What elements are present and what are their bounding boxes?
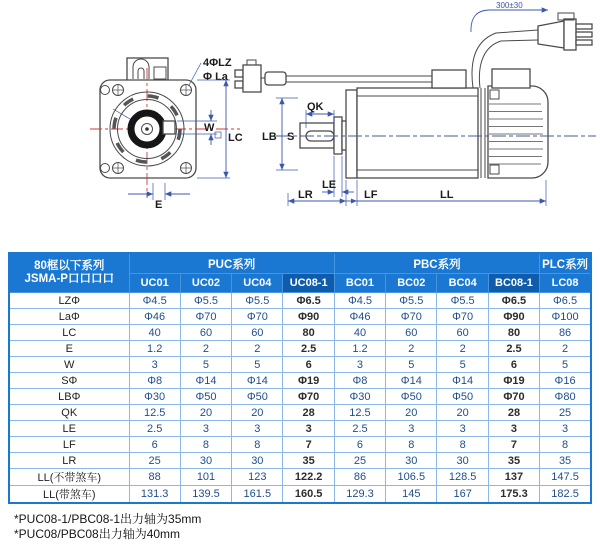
- spec-cell: 5: [180, 357, 231, 373]
- spec-cell: Φ19: [283, 373, 334, 389]
- spec-cell: Φ50: [232, 389, 283, 405]
- spec-cell: Φ14: [386, 373, 437, 389]
- spec-cell: 106.5: [386, 469, 437, 486]
- spec-cell: Φ30: [129, 389, 180, 405]
- spec-cell: 40: [334, 325, 385, 341]
- spec-cell: Φ70: [437, 309, 488, 325]
- spec-table-body: [9, 293, 591, 504]
- spec-cell: 2.5: [334, 421, 385, 437]
- motor-body: [300, 69, 548, 178]
- spec-cell: 30: [232, 453, 283, 469]
- spec-cell: 167: [437, 486, 488, 504]
- column-header-bc08-1: BC08-1: [488, 274, 539, 293]
- spec-cell: 7: [283, 437, 334, 453]
- spec-cell: 5: [386, 357, 437, 373]
- table-row: [9, 373, 591, 389]
- spec-cell: 20: [180, 405, 231, 421]
- spec-cell: Φ50: [437, 389, 488, 405]
- row-label: LC: [9, 325, 129, 341]
- side-view: [235, 1, 596, 206]
- spec-cell: Φ16: [540, 373, 591, 389]
- row-label: W: [9, 357, 129, 373]
- table-row: [9, 469, 591, 486]
- spec-cell: 8: [540, 437, 591, 453]
- footnote-1: *PUC08-1/PBC08-1出力轴为35mm: [14, 512, 202, 526]
- top-connector: [127, 58, 168, 81]
- spec-cell: 25: [334, 453, 385, 469]
- spec-cell: 6: [488, 357, 539, 373]
- w-dimension-label: W: [204, 122, 215, 134]
- spec-cell: 1.2: [334, 341, 385, 357]
- spec-cell: 35: [283, 453, 334, 469]
- table-row: [9, 486, 591, 504]
- spec-cell: 160.5: [283, 486, 334, 504]
- cable-length-dimension: [471, 1, 548, 32]
- lr-dimension-label: LR: [298, 189, 313, 201]
- spec-cell: Φ6.5: [488, 293, 539, 309]
- spec-cell: 3: [129, 357, 180, 373]
- spec-cell: 2: [180, 341, 231, 357]
- spec-cell: 6: [129, 437, 180, 453]
- spec-cell: Φ8: [129, 373, 180, 389]
- spec-cell: Φ5.5: [180, 293, 231, 309]
- spec-cell: 60: [180, 325, 231, 341]
- spec-cell: 3: [437, 421, 488, 437]
- row-label: LL(带煞车): [9, 486, 129, 504]
- spec-cell: Φ4.5: [334, 293, 385, 309]
- e-dimension-label: E: [155, 199, 163, 211]
- spec-cell: 2.5: [488, 341, 539, 357]
- encoder-connector: [235, 60, 286, 92]
- spec-cell: Φ46: [334, 309, 385, 325]
- spec-cell: 123: [232, 469, 283, 486]
- spec-cell: 30: [437, 453, 488, 469]
- spec-cell: 6: [283, 357, 334, 373]
- row-label: LL(不带煞车): [9, 469, 129, 486]
- spec-cell: Φ30: [334, 389, 385, 405]
- column-header-uc01: UC01: [129, 274, 180, 293]
- table-corner-header: [9, 253, 129, 293]
- spec-cell: 129.3: [334, 486, 385, 504]
- spec-cell: 3: [386, 421, 437, 437]
- spec-cell: 60: [437, 325, 488, 341]
- spec-cell: 161.5: [232, 486, 283, 504]
- spec-cell: 137: [488, 469, 539, 486]
- spec-cell: Φ8: [334, 373, 385, 389]
- spec-cell: 12.5: [334, 405, 385, 421]
- le-dimension-label: LE: [322, 179, 337, 191]
- spec-cell: 20: [386, 405, 437, 421]
- series-header-row: [9, 253, 591, 274]
- row-label: SΦ: [9, 373, 129, 389]
- spec-cell: Φ14: [180, 373, 231, 389]
- spec-cell: Φ14: [437, 373, 488, 389]
- cable-length-label: 300±30: [496, 1, 523, 10]
- spec-cell: Φ5.5: [437, 293, 488, 309]
- spec-cell: 25: [129, 453, 180, 469]
- spec-cell: Φ50: [180, 389, 231, 405]
- keyway: [163, 121, 175, 134]
- spec-cell: 139.5: [180, 486, 231, 504]
- spec-cell: 2: [386, 341, 437, 357]
- spec-cell: 175.3: [488, 486, 539, 504]
- table-row: [9, 293, 591, 309]
- spec-cell: 2: [232, 341, 283, 357]
- spec-cell: 2.5: [129, 421, 180, 437]
- table-row: [9, 341, 591, 357]
- spec-table: [8, 252, 592, 504]
- spec-cell: 8: [437, 437, 488, 453]
- row-label: E: [9, 341, 129, 357]
- spec-cell: Φ70: [386, 309, 437, 325]
- spec-cell: Φ100: [540, 309, 591, 325]
- spec-cell: 8: [232, 437, 283, 453]
- spec-cell: Φ6.5: [283, 293, 334, 309]
- table-row: [9, 389, 591, 405]
- lc-dimension-label: LC: [228, 132, 243, 144]
- spec-cell: 7: [488, 437, 539, 453]
- spec-cell: 6: [334, 437, 385, 453]
- spec-cell: 60: [232, 325, 283, 341]
- lf-dimension-label: LF: [364, 189, 378, 201]
- spec-cell: Φ90: [488, 309, 539, 325]
- spec-cell: 147.5: [540, 469, 591, 486]
- spec-cell: 3: [488, 421, 539, 437]
- spec-cell: Φ70: [180, 309, 231, 325]
- spec-cell: 25: [540, 405, 591, 421]
- row-label: LBΦ: [9, 389, 129, 405]
- spec-cell: Φ6.5: [540, 293, 591, 309]
- lb-dimension-label: LB: [262, 131, 277, 143]
- motor-dimension-diagram: [0, 0, 600, 248]
- table-row: [9, 437, 591, 453]
- spec-cell: 5: [540, 357, 591, 373]
- spec-cell: 3: [540, 421, 591, 437]
- spec-cell: 131.3: [129, 486, 180, 504]
- spec-cell: 20: [232, 405, 283, 421]
- table-row: [9, 325, 591, 341]
- spec-cell: Φ70: [232, 309, 283, 325]
- spec-cell: 2.5: [283, 341, 334, 357]
- spec-cell: 28: [283, 405, 334, 421]
- front-view: [90, 57, 243, 211]
- e-dimension: [128, 183, 190, 211]
- spec-cell: Φ19: [488, 373, 539, 389]
- qk-dimension-label: QK: [307, 101, 324, 113]
- spec-cell: 40: [129, 325, 180, 341]
- spec-cell: 5: [232, 357, 283, 373]
- spec-cell: 80: [488, 325, 539, 341]
- series-header-puc: PUC系列: [129, 253, 334, 274]
- spec-cell: 12.5: [129, 405, 180, 421]
- table-row: [9, 309, 591, 325]
- ll-dimension-label: LL: [440, 189, 454, 201]
- bolt-hole-dimension-label: 4ΦLZ: [203, 57, 232, 69]
- column-header-lc08: LC08: [540, 274, 591, 293]
- row-label: LF: [9, 437, 129, 453]
- spec-cell: Φ50: [386, 389, 437, 405]
- spec-cell: 3: [232, 421, 283, 437]
- spec-cell: Φ46: [129, 309, 180, 325]
- row-label: LE: [9, 421, 129, 437]
- column-header-uc08-1: UC08-1: [283, 274, 334, 293]
- table-row: [9, 421, 591, 437]
- spec-cell: 35: [540, 453, 591, 469]
- column-header-uc04: UC04: [232, 274, 283, 293]
- spec-cell: 8: [180, 437, 231, 453]
- corner-line1: 80框以下系列: [34, 260, 105, 272]
- spec-cell: Φ5.5: [232, 293, 283, 309]
- spec-cell: 182.5: [540, 486, 591, 504]
- spec-cell: 2: [437, 341, 488, 357]
- table-row: [9, 405, 591, 421]
- encoder-cable: [286, 76, 432, 82]
- spec-cell: 128.5: [437, 469, 488, 486]
- spec-cell: Φ90: [283, 309, 334, 325]
- bolt-circle-dimension-label: Φ La: [203, 71, 228, 83]
- spec-cell: 3: [180, 421, 231, 437]
- spec-cell: 145: [386, 486, 437, 504]
- spec-cell: 122.2: [283, 469, 334, 486]
- spec-cell: 30: [180, 453, 231, 469]
- spec-cell: 30: [386, 453, 437, 469]
- column-header-uc02: UC02: [180, 274, 231, 293]
- column-header-bc01: BC01: [334, 274, 385, 293]
- corner-line2: JSMA-P口口口口: [24, 273, 114, 285]
- spec-cell: 88: [129, 469, 180, 486]
- spec-cell: 28: [488, 405, 539, 421]
- series-header-pbc: PBC系列: [334, 253, 539, 274]
- column-header-bc04: BC04: [437, 274, 488, 293]
- s-dimension-label: S: [287, 131, 295, 143]
- row-label: LaΦ: [9, 309, 129, 325]
- spec-cell: Φ5.5: [386, 293, 437, 309]
- spec-cell: 86: [334, 469, 385, 486]
- spec-cell: 3: [283, 421, 334, 437]
- spec-cell: 20: [437, 405, 488, 421]
- spec-cell: Φ70: [488, 389, 539, 405]
- spec-cell: 2: [540, 341, 591, 357]
- footnotes: [14, 512, 600, 542]
- table-row: [9, 453, 591, 469]
- spec-cell: 8: [386, 437, 437, 453]
- spec-cell: 35: [488, 453, 539, 469]
- spec-cell: 101: [180, 469, 231, 486]
- spec-cell: 1.2: [129, 341, 180, 357]
- row-label: QK: [9, 405, 129, 421]
- spec-cell: 5: [437, 357, 488, 373]
- power-connector: [538, 13, 592, 50]
- row-label: LZΦ: [9, 293, 129, 309]
- row-label: LR: [9, 453, 129, 469]
- spec-cell: 3: [334, 357, 385, 373]
- spec-cell: 60: [386, 325, 437, 341]
- spec-cell: Φ14: [232, 373, 283, 389]
- flange-side: [346, 90, 357, 178]
- footnote-2: *PUC08/PBC08出力轴为40mm: [14, 527, 181, 541]
- series-header-plc: PLC系列: [540, 253, 591, 274]
- spec-cell: Φ70: [283, 389, 334, 405]
- table-row: [9, 357, 591, 373]
- spec-cell: Φ80: [540, 389, 591, 405]
- spec-cell: 80: [283, 325, 334, 341]
- column-header-bc02: BC02: [386, 274, 437, 293]
- spec-cell: 86: [540, 325, 591, 341]
- spec-cell: Φ4.5: [129, 293, 180, 309]
